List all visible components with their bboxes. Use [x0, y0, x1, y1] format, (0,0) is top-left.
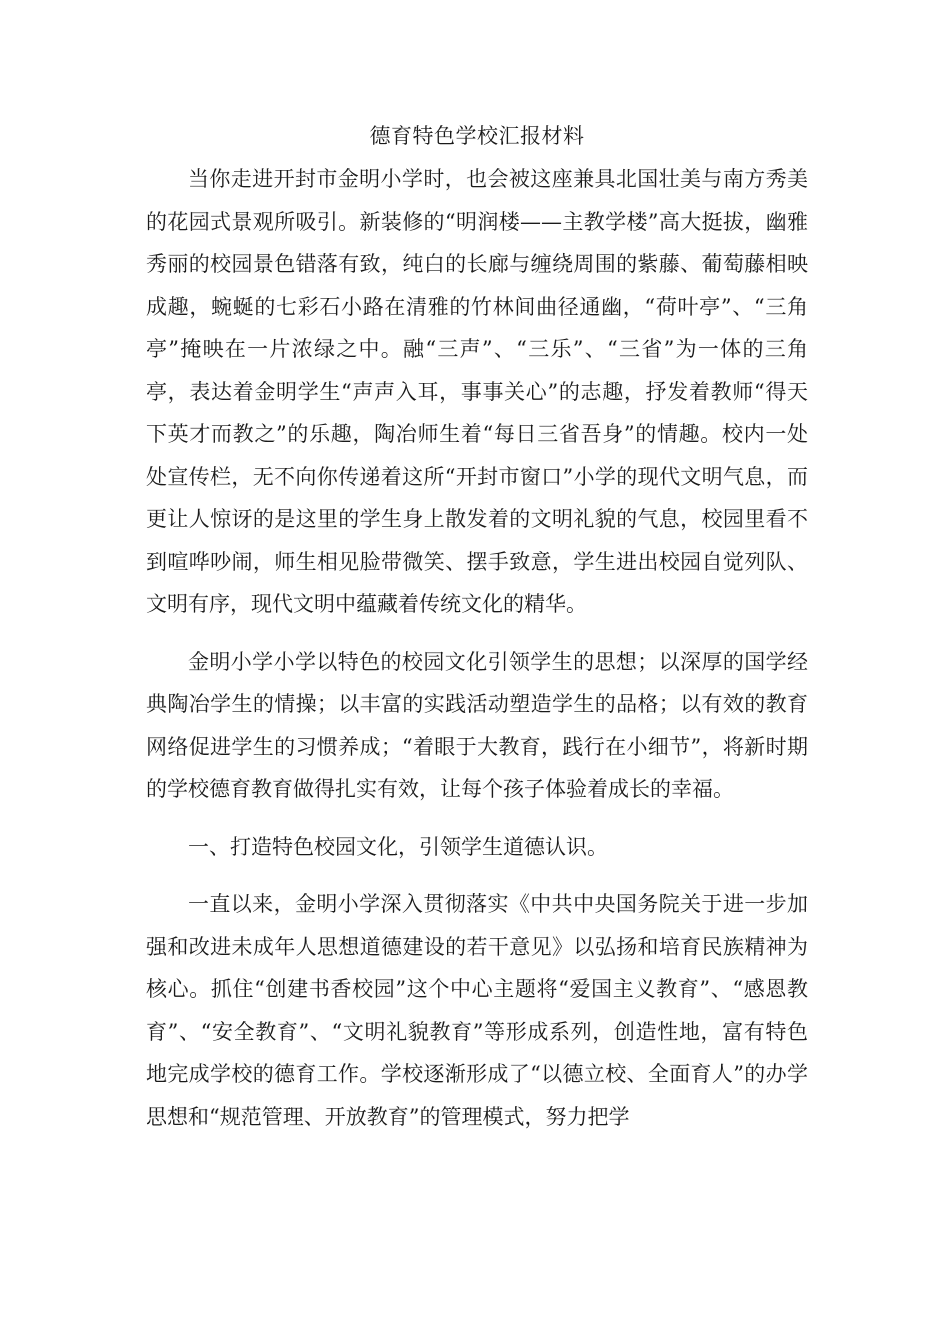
document-title: 德育特色学校汇报材料 — [369, 124, 585, 148]
paragraph-moral-education: 一直以来，金明小学深入贯彻落实《中共中央国务院关于进一步加强和改进未成年人思想道德建设的若干意见》以弘扬和培育民族精神为核心。抓住“创建书香校园”这个中心主题将“爱国主义教育”、“感恩教育”、“安全教育”、“文明礼貌教育”等形成系列，创造性地，富有特色地完成学校的德育工作。学校逐渐形成了“以德立校、全面育人”的办学思想和“规范管理、开放教育”的管理模式，努力把学 — [146, 892, 808, 1129]
paragraph-campus-description: 当你走进开封市金明小学时，也会被这座兼具北国壮美与南方秀美的花园式景观所吸引。新装修的“明润楼——主教学楼”高大挺拔，幽雅秀丽的校园景色错落有致，纯白的长廊与缠绕周围的紫藤、葡萄藤相映成趣，蜿蜒的七彩石小路在清雅的竹林间曲径通幽，“荷叶亭”、“三角亭”掩映在一片浓绿之中。融“三声”、“三乐”、“三省”为一体的三角亭，表达着金明学生“声声入耳，事事关心”的志趣，抒发着教师“得天下英才而教之”的乐趣，陶冶师生着“每日三省吾身”的情趣。校内一处处宣传栏，无不向你传递着这所“开封市窗口”小学的现代文明气息，而更让人惊讶的是这里的学生身上散发着的文明礼貌的气息，校园里看不到喧哗吵闹，师生相见脸带微笑、摆手致意，学生进出校园自觉列队、文明有序，现代文明中蕴藏着传统文化的精华。 — [146, 167, 808, 616]
document-body — [146, 118, 808, 1138]
paragraph-school-culture-summary: 金明小学小学以特色的校园文化引领学生的思想；以深厚的国学经典陶冶学生的情操；以丰富的实践活动塑造学生的品格；以有效的教育网络促进学生的习惯养成；“着眼于大教育，践行在小细节”，将新时期的学校德育教育做得扎实有效，让每个孩子体验着成长的幸福。 — [146, 649, 808, 801]
section-heading-1: 一、打造特色校园文化，引领学生道德认识。 — [188, 834, 608, 859]
